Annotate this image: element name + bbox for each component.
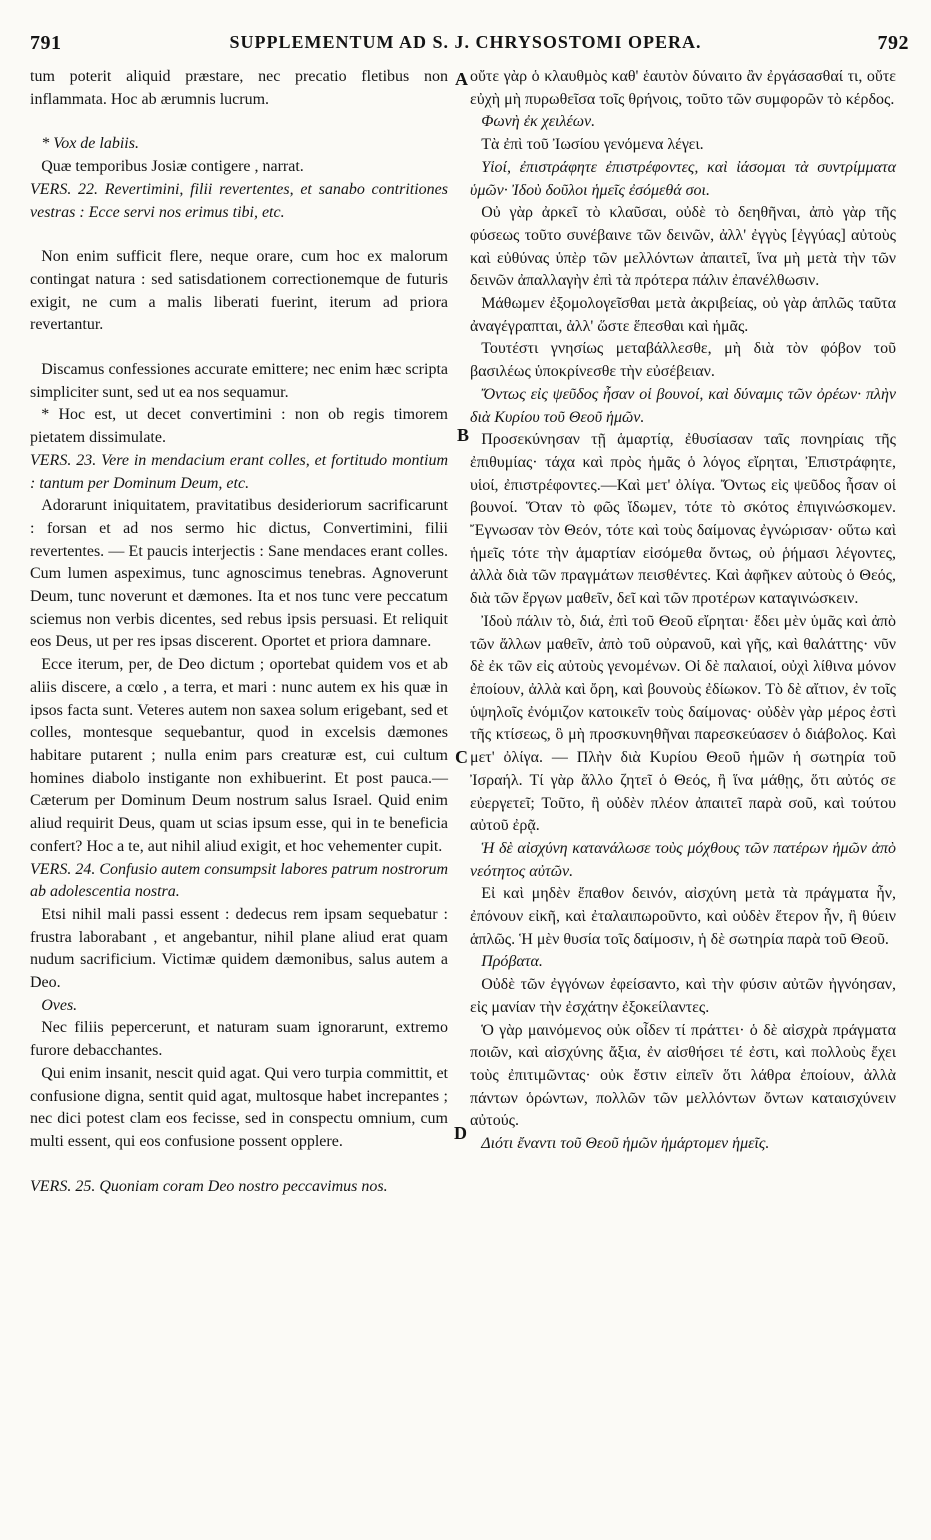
greek-lemma: Πρόβατα. — [481, 953, 543, 971]
latin-verse: VERS. 22. Revertimini, filii revertentes, et sanabo contritiones vestras : Ecce servi nos erimus tibi, etc. — [30, 180, 448, 221]
latin-column — [30, 66, 448, 1198]
greek-verse: Υἱοί, ἐπιστράφητε ἐπιστρέφοντες, καὶ ἰάσομαι τὰ συντρίμματα ὑμῶν· Ἰδοὺ δοῦλοι ἡμεῖς ἐσόμεθά σοι. — [470, 158, 896, 199]
latin-lemma: * Vox de labiis. — [41, 135, 139, 153]
latin-paragraph: Quæ temporibus Josiæ contigere , narrat. — [41, 158, 304, 176]
section-marker-b: B — [457, 425, 470, 445]
latin-paragraph: Ecce iterum, per, de Deo dictum ; oportebat quidem vos et ab aliis discere, a cœlo , a terra, et mari : nunc autem ex his quæ in ipsos facta sunt. Veteres autem non saxea solum erigebant, sed et colles, montesque sequebantur, quod in excelsis dæmones habitare putarent ; nulla enim pars creaturæ est, cui cultum homines diabolo instigante non exhibuerint. Et post pauca.— Cæterum per Dominum Deum nostrum salus Israel. Quid enim aliud requirit Deus, quam ut scias ipsum esse, qui in te beneficia confert? Hoc a te, aut nihil aliud exigit, et hoc vehementer cupit. — [30, 656, 448, 855]
section-marker-d: D — [454, 1123, 467, 1143]
greek-paragraph: Τουτέστι γνησίως μεταβάλλεσθε, μὴ διὰ τὸν φόβον τοῦ βασιλέως ὑποκρίνεσθε τὴν εὐσέβειαν. — [470, 340, 896, 381]
latin-paragraph: Qui enim insanit, nescit quid agat. Qui vero turpia committit, et confusione digna, sentit quid agat, multosque habet increpantes ; nec dici potest clam eos fecisse, sed in conspectu omnium, cum multi essent, qui eos confusione possent opplere. — [30, 1064, 448, 1150]
latin-verse: VERS. 25. Quoniam coram Deo nostro peccavimus nos. — [30, 1177, 388, 1195]
latin-verse: VERS. 24. Confusio autem consumpsit labores patrum nostrorum ab adolescentia nostra. — [30, 860, 448, 901]
section-marker-c: C — [455, 747, 468, 767]
latin-paragraph: tum poterit aliquid præstare, nec precatio fletibus non inflammata. Hoc ab ærumnis lucrum. — [30, 68, 448, 108]
greek-verse: Διότι ἔναντι τοῦ Θεοῦ ἡμῶν ἡμάρτομεν ἡμεῖς. — [481, 1135, 770, 1153]
greek-lemma: Φωνὴ ἐκ χειλέων. — [481, 113, 596, 131]
greek-paragraph: οὔτε γὰρ ὁ κλαυθμὸς καθ' ἑαυτὸν δύναιτο ἂν ἐργάσασθαί τι, οὔτε εὐχὴ μὴ πυρωθεῖσα τοῖς θρήνοις, τοῦτο τῶν συμφορῶν τὸ κέρδος. — [470, 68, 896, 108]
latin-paragraph: Non enim sufficit flere, neque orare, cum hoc ex malorum contingat natura : sed satisdationem correctionemque de futuris exigit, ne cum a malis liberati fuerint, iterum ad priora revertantur. — [30, 248, 448, 334]
latin-paragraph: Etsi nihil mali passi essent : dedecus rem ipsam sequebatur : frustra laborabant , et angebantur, nihil plane aliud erat quam nudum sacrificium. Victimæ quidem dæmonibus, salus autem a Deo. — [30, 905, 448, 992]
greek-paragraph: Ἰδοὺ πάλιν τὸ, διά, ἐπὶ τοῦ Θεοῦ εἴρηται· ἔδει μὲν ὑμᾶς καὶ ἀπὸ τῶν ἄλλων μαθεῖν, ἀπὸ τοῦ οὐρανοῦ, καὶ γῆς, καὶ θαλάττης· νῦν δὲ ἐκ τῶν εἰς αὐτοὺς γενομένων. Οἱ δὲ παλαιοί, οὐχὶ λίθινα μόνον ἐποίουν, ἀλλὰ καὶ ὄρη, καὶ βουνοὺς ἐδίωκον. Τὸ δὲ αἴτιον, ἐν τοῖς ὑψηλοῖς ἐνόμιζον κατοικεῖν τοὺς δαίμονας· οὐδὲν γὰρ μέρος ἐστὶ τῆς κτίσεως, ὃ μὴ προσκυνηθῆναι παρεσκεύασεν ὁ διάβολος. Καὶ μετ' ὀλίγα. — Πλὴν διὰ Κυρίου Θεοῦ ἡμῶν ἡ σωτηρία τοῦ Ἰσραήλ. Τί γὰρ ἄλλο ζητεῖ ὁ Θεός, ἢ ἵνα μάθῃς, ὅτι αὐτός σε εὐεργετεῖ; Τοῦτο, ἢ οὐδὲν πλέον ἀπαιτεῖ παρὰ σοῦ, καὶ τούτου αὐτοῦ ἐρᾷ. — [470, 612, 896, 835]
page-number-right: 792 — [877, 32, 909, 54]
greek-verse: Ὄντως εἰς ψεῦδος ἦσαν οἱ βουνοί, καὶ δύναμις τῶν ὀρέων· πλὴν διὰ Κυρίου τοῦ Θεοῦ ἡμῶν. — [470, 385, 896, 426]
greek-column — [470, 66, 896, 1156]
greek-paragraph: Οὐ γὰρ ἀρκεῖ τὸ κλαῦσαι, οὐδὲ τὸ δεηθῆναι, ἀπὸ γὰρ τῆς φύσεως τοῦτο συνέβαινε τῶν δεινῶν, ἀλλ' ἐγγὺς [ἐγγύας] αὐτοὺς καὶ εὐθύνας ὑπὲρ τῶν μελλόντων ἀπαιτεῖ, ἵνα μὴ μετὰ τὴν τῶν δεινῶν ἀπαλλαγὴν ἐπὶ τὰ πρότερα πάλιν ἐπανέλθωσιν. — [470, 204, 896, 290]
greek-paragraph: Προσεκύνησαν τῇ ἁμαρτίᾳ, ἐθυσίασαν ταῖς πονηρίαις τῆς ἐπιθυμίας· τάχα καὶ πρὸς ἡμᾶς ὁ λόγος εἴρηται, Ἐπιστράφητε, υἱοί, ἐπιστρέφοντες.—Καὶ μετ' ὀλίγα. Ὄντως εἰς ψεῦδος ἦσαν οἱ βουνοί. Ὅταν τὸ φῶς ἴδωμεν, τότε τὸ σκότος ἐπιγινώσκομεν. Ἔγνωσαν τὸν Θεόν, τότε καὶ τοὺς δαίμονας ἐγνώρισαν· οὕτω καὶ ἡμεῖς τότε τὴν ἁμαρτίαν εἰσόμεθα ὄντως, οὐ ῥήμασι λέγοντες, ἀλλὰ διὰ τῶν πραγμάτων πεισθέντες. Καὶ ἀφῆκεν αὐτοὺς ὁ Θεός, διὰ τῶν ἔργων μαθεῖν, δεῖ καὶ τῶν προτέρων καταγινώσκειν. — [470, 431, 896, 608]
latin-paragraph: * Hoc est, ut decet convertimini : non ob regis timorem pietatem dissimulate. — [30, 406, 448, 447]
latin-lemma: Oves. — [41, 996, 78, 1014]
latin-paragraph: Discamus confessiones accurate emittere; nec enim hæc scripta simpliciter sunt, sed ut ea nos sequamur. — [30, 361, 448, 401]
greek-paragraph: Μάθωμεν ἐξομολογεῖσθαι μετὰ ἀκριβείας, οὐ γὰρ ἁπλῶς ταῦτα ἀναγέγραπται, ἀλλ' ὥστε ἕπεσθαι καὶ ἡμᾶς. — [470, 295, 896, 335]
latin-verse: VERS. 23. Vere in mendacium erant colles, et fortitudo montium : tantum per Dominum Deum, etc. — [30, 451, 448, 492]
running-title: SUPPLEMENTUM AD S. J. CHRYSOSTOMI OPERA. — [229, 32, 702, 52]
section-marker-a: A — [455, 69, 468, 89]
page-number-left: 791 — [30, 32, 62, 54]
greek-paragraph: Εἰ καὶ μηδὲν ἔπαθον δεινόν, αἰσχύνη μετὰ τὰ πράγματα ἦν, ἐπόνουν εἰκῆ, καὶ ἐταλαιπωροῦντο, καὶ οὐδὲν ἕτερον ἦν, ἢ θύειν ἁπλῶς. Ἡ μὲν θυσία τοῖς δαίμοσιν, ἡ δὲ σωτηρία παρὰ τοῦ Θεοῦ. — [470, 885, 896, 948]
greek-paragraph: Οὐδὲ τῶν ἐγγόνων ἐφείσαντο, καὶ τὴν φύσιν αὐτῶν ἠγνόησαν, εἰς μανίαν τὴν ἐσχάτην ἐξοκείλαντες. — [470, 976, 896, 1016]
greek-paragraph: Ὁ γὰρ μαινόμενος οὐκ οἶδεν τί πράττει· ὁ δὲ αἰσχρὰ πράγματα ποιῶν, καὶ αἰσχύνης ἄξια, ἐν αἰσθήσει τέ ἐστι, καὶ πολλοὺς ἔχει τοὺς ἐπιτιμῶντας· οὐκ ἔστιν εἰπεῖν ὅτι λάθρα ἐποίουν, ἀλλὰ πάντων ὁρώντων, πολλῶν τῶν μελλόντων ὄντων καταισχύνειν αὐτούς. — [470, 1021, 896, 1130]
latin-paragraph: Adorarunt iniquitatem, pravitatibus desideriorum sacrificarunt : forsan et ad nos sermo hic dictus, Convertimini, filii revertentes. — Et paucis interjectis : Sane mendaces erant colles. Cum lumen aspeximus, tunc agnoscimus tenebras. Agnoverunt Deum, tunc noverunt et dæmones. Ita et nos tunc vere peccatum sciemus non verbis dicentes, sed rebus ipsis persuasi. Et reliquit eos Deus, ut per res ipsas discerent. Oportet et priora damnare. — [30, 497, 448, 651]
greek-verse: Ἡ δὲ αἰσχύνη κατανάλωσε τοὺς μόχθους τῶν πατέρων ἡμῶν ἀπὸ νεότητος αὐτῶν. — [470, 839, 896, 880]
latin-paragraph: Nec filiis pepercerunt, et naturam suam ignorarunt, extremo furore debacchantes. — [30, 1019, 448, 1060]
greek-paragraph: Τὰ ἐπὶ τοῦ Ἰωσίου γενόμενα λέγει. — [481, 136, 704, 154]
